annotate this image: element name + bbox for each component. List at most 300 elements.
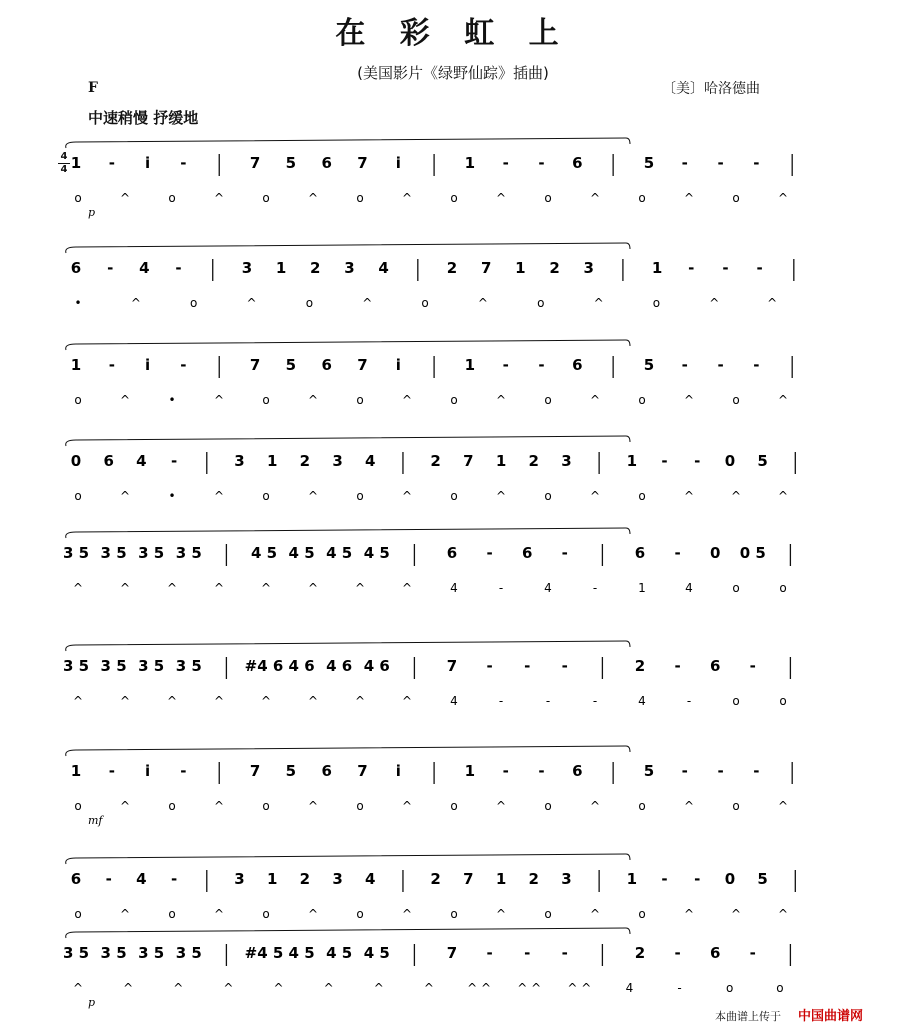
- melody-note: 5: [757, 452, 768, 470]
- phrase-slur: [66, 528, 630, 538]
- melody-note: 5: [643, 762, 655, 780]
- melody-note: 3 5: [175, 544, 202, 562]
- accomp-mark: ^: [119, 694, 131, 708]
- accomp-mark: o: [74, 393, 82, 407]
- melody-note: i: [145, 356, 151, 374]
- melody-note: 1: [464, 762, 476, 780]
- upload-note: 本曲谱上传于: [715, 1010, 781, 1023]
- accomp-mark: ^: [213, 694, 225, 708]
- accomp-mark: o: [732, 191, 740, 205]
- accomp-mark: o: [638, 191, 646, 205]
- melody-note: -: [108, 154, 115, 172]
- accomp-mark: 4: [544, 581, 552, 595]
- phrase-slur: [66, 138, 630, 148]
- accomp-mark: ^: [589, 191, 601, 205]
- accomp-mark: o: [450, 799, 458, 813]
- melody-note: 3: [561, 452, 572, 470]
- accomp-mark: o: [732, 799, 740, 813]
- melody-note: 2: [634, 657, 646, 675]
- accomp-mark: o: [74, 799, 82, 813]
- accomp-mark: o: [356, 191, 364, 205]
- accomp-mark: o: [356, 799, 364, 813]
- accomp-mark: ^: [307, 799, 319, 813]
- melody-note: 4 5: [363, 944, 390, 962]
- melody-note: i: [145, 154, 151, 172]
- melody-note: -: [175, 259, 182, 277]
- melody-note: 4 5: [363, 544, 390, 562]
- melody-note: -: [749, 657, 756, 675]
- accomp-mark: ^: [589, 907, 601, 921]
- melody-note: 4: [136, 870, 147, 888]
- melody-note: -: [681, 154, 688, 172]
- accomp-mark: o: [544, 489, 552, 503]
- accomp-mark: ^: [323, 981, 334, 995]
- accomp-mark: ^: [777, 799, 789, 813]
- melody-note: #4 6: [244, 657, 284, 675]
- accomp-mark: 4: [450, 581, 458, 595]
- melody-note: 4 6: [363, 657, 390, 675]
- melody-note: 7: [249, 356, 261, 374]
- melody-note: 7: [463, 452, 474, 470]
- time-signature-top: 4: [60, 151, 68, 162]
- accomp-mark: ^ ^: [517, 981, 542, 995]
- accomp-mark: o: [544, 799, 552, 813]
- melody-note: i: [395, 356, 401, 374]
- melody-note: 1: [70, 762, 82, 780]
- melody-note: 1: [70, 356, 82, 374]
- melody-note: -: [694, 870, 701, 888]
- accomp-mark: o: [262, 489, 270, 503]
- accomp-mark: ^: [401, 694, 413, 708]
- accomp-mark: ^: [354, 581, 366, 595]
- accomp-mark: o: [732, 393, 740, 407]
- time-signature-bottom: 4: [60, 164, 68, 175]
- accomp-mark: 4: [638, 694, 646, 708]
- accomp-mark: -: [686, 694, 692, 708]
- accomp-mark: ^: [589, 393, 601, 407]
- melody-note: 1: [495, 870, 507, 888]
- melody-note: 5: [285, 154, 297, 172]
- melody-note: -: [486, 544, 493, 562]
- accomp-mark: ^: [683, 799, 695, 813]
- accomp-mark: ^: [354, 694, 366, 708]
- melody-note: -: [756, 259, 763, 277]
- accomp-mark: ^: [119, 393, 131, 407]
- melody-note: 3 5: [62, 544, 90, 562]
- accomp-mark: ^: [401, 581, 413, 595]
- accomp-mark: ^: [401, 907, 413, 921]
- melody-note: 3: [332, 870, 343, 888]
- melody-note: 2: [299, 870, 311, 888]
- melody-note: -: [502, 356, 509, 374]
- accomp-mark: 4: [685, 581, 693, 595]
- melody-note: i: [395, 154, 401, 172]
- melody-note: 4 5: [250, 544, 278, 562]
- phrase-slur: [66, 243, 630, 253]
- accomp-mark: o: [262, 393, 270, 407]
- melody-note: 3 5: [62, 657, 90, 675]
- accomp-mark: ^: [72, 981, 84, 995]
- accomp-mark: o: [638, 799, 646, 813]
- melody-note: 2: [430, 870, 441, 888]
- melody-note: 1: [626, 452, 638, 470]
- accomp-mark: ^: [777, 393, 789, 407]
- accomp-mark: 4: [625, 981, 634, 995]
- accomp-mark: ^: [213, 581, 225, 595]
- accomp-mark: o: [779, 581, 787, 595]
- melody-note: 0: [724, 870, 736, 888]
- accomp-mark: o: [638, 907, 646, 921]
- phrase-slur: [66, 746, 630, 756]
- accomp-mark: ^: [730, 907, 742, 921]
- accomp-mark: ^ ^: [467, 981, 492, 995]
- accomp-mark: o: [305, 296, 314, 310]
- key-signature: F: [88, 80, 98, 96]
- melody-note: 6: [709, 657, 721, 675]
- accomp-mark: o: [262, 907, 270, 921]
- accomp-mark: o: [638, 393, 646, 407]
- melody-note: -: [180, 762, 187, 780]
- accomp-mark: ^: [777, 907, 789, 921]
- accomp-mark: ^: [213, 191, 225, 205]
- accomp-mark: o: [450, 907, 458, 921]
- melody-note: -: [524, 944, 531, 962]
- tempo-marking: 中速稍慢 抒缓地: [88, 109, 199, 127]
- melody-note: 5: [285, 356, 297, 374]
- accomp-mark: o: [356, 489, 364, 503]
- melody-note: -: [502, 762, 509, 780]
- melody-note: 3: [344, 259, 355, 277]
- accomp-mark: -: [498, 581, 504, 595]
- phrase-slur: [66, 854, 630, 864]
- song-subtitle: (美国影片《绿野仙踪》插曲): [357, 64, 549, 82]
- melody-note: 6: [709, 944, 721, 962]
- melody-note: 1: [464, 356, 476, 374]
- accomp-mark: ^: [593, 296, 604, 310]
- melody-note: 6: [70, 259, 82, 277]
- accomp-mark: •: [168, 489, 176, 503]
- melody-note: -: [170, 452, 178, 470]
- dynamic-mark: p: [88, 206, 96, 219]
- accomp-mark: ^: [401, 393, 413, 407]
- phrase-slur: [66, 340, 630, 350]
- accomp-mark: o: [779, 694, 787, 708]
- accomp-mark: ^: [173, 981, 184, 995]
- melody-note: 4: [365, 452, 376, 470]
- melody-note: 2: [549, 259, 560, 277]
- accomp-mark: ^: [119, 191, 131, 205]
- accomp-mark: ^: [477, 296, 488, 310]
- accomp-mark: ^: [273, 981, 284, 995]
- melody-note: 5: [285, 762, 297, 780]
- melody-note: 0: [724, 452, 736, 470]
- accomp-mark: ^: [307, 489, 319, 503]
- accomp-mark: ^: [362, 296, 373, 310]
- melody-note: 1: [651, 259, 663, 277]
- accomp-mark: ^: [495, 393, 507, 407]
- melody-note: 2: [528, 870, 539, 888]
- accomp-mark: ^: [119, 581, 131, 595]
- accomp-mark: o: [652, 296, 661, 310]
- melody-note: -: [105, 870, 112, 888]
- melody-note: 7: [446, 944, 458, 962]
- melody-note: -: [538, 356, 545, 374]
- melody-note: 7: [463, 870, 474, 888]
- phrase-slur: [66, 641, 630, 651]
- melody-note: 6: [70, 870, 82, 888]
- accomp-mark: ^: [307, 907, 319, 921]
- melody-note: 1: [464, 154, 476, 172]
- melody-note: -: [170, 870, 178, 888]
- melody-note: 4 5: [288, 544, 315, 562]
- melody-note: -: [753, 356, 760, 374]
- melody-note: 3: [234, 870, 245, 888]
- melody-note: 3 5: [100, 544, 127, 562]
- accomp-mark: ^: [589, 489, 601, 503]
- phrase-slur: [66, 436, 630, 446]
- accomp-mark: ^: [401, 799, 413, 813]
- melody-note: 0: [70, 452, 82, 470]
- melody-note: -: [749, 944, 756, 962]
- melody-note: 6: [572, 762, 583, 780]
- melody-note: 4 5: [326, 944, 353, 962]
- melody-note: -: [681, 356, 688, 374]
- accomp-mark: o: [450, 191, 458, 205]
- accomp-mark: -: [592, 694, 598, 708]
- melody-note: 4: [139, 259, 150, 277]
- accomp-mark: ^: [119, 907, 131, 921]
- melody-note: -: [561, 544, 568, 562]
- accomp-mark: ^: [307, 393, 319, 407]
- melody-note: -: [486, 657, 493, 675]
- melody-note: 7: [480, 259, 492, 277]
- accomp-mark: ^: [373, 981, 384, 995]
- melody-note: 6: [321, 154, 332, 172]
- song-title: 在 彩 虹 上: [335, 16, 571, 51]
- melody-note: -: [561, 657, 568, 675]
- melody-note: 3: [234, 452, 245, 470]
- accomp-mark: ^: [709, 296, 720, 310]
- accomp-mark: ^: [166, 694, 178, 708]
- accomp-mark: ^: [683, 393, 695, 407]
- melody-note: 7: [446, 657, 458, 675]
- melody-note: -: [753, 154, 760, 172]
- accomp-mark: o: [450, 393, 458, 407]
- accomp-mark: ^: [72, 581, 84, 595]
- melody-note: 3 5: [138, 944, 165, 962]
- accomp-mark: o: [638, 489, 646, 503]
- melody-note: 6: [572, 356, 583, 374]
- melody-note: 3 5: [138, 544, 165, 562]
- melody-note: -: [538, 154, 545, 172]
- melody-note: 4 5: [288, 944, 315, 962]
- accomp-mark: -: [592, 581, 598, 595]
- accomp-mark: ^: [730, 489, 742, 503]
- site-logo: 中国曲谱网: [798, 1009, 864, 1024]
- melody-note: 0: [709, 544, 721, 562]
- accomp-mark: ^: [683, 907, 695, 921]
- melody-note: 6: [446, 544, 458, 562]
- melody-note: -: [502, 154, 509, 172]
- melody-note: -: [717, 154, 724, 172]
- melody-note: -: [674, 944, 681, 962]
- melody-note: -: [681, 762, 688, 780]
- melody-note: -: [561, 944, 568, 962]
- melody-note: 3: [561, 870, 572, 888]
- melody-note: -: [180, 356, 187, 374]
- accomp-mark: ^: [589, 799, 601, 813]
- melody-note: -: [688, 259, 695, 277]
- melody-note: -: [674, 544, 681, 562]
- melody-note: 3 5: [62, 944, 90, 962]
- accomp-mark: ^: [246, 296, 257, 310]
- melody-note: -: [524, 657, 531, 675]
- melody-note: -: [661, 452, 668, 470]
- accomp-mark: o: [168, 799, 176, 813]
- melody-note: 1: [266, 870, 278, 888]
- melody-note: -: [107, 259, 114, 277]
- melody-note: -: [717, 762, 724, 780]
- melody-note: -: [674, 657, 681, 675]
- accomp-mark: ^: [213, 393, 225, 407]
- melody-note: 3: [241, 259, 253, 277]
- melody-note: 2: [310, 259, 321, 277]
- melody-note: 6: [521, 544, 533, 562]
- accomp-mark: ^: [495, 489, 507, 503]
- accomp-mark: o: [74, 489, 82, 503]
- melody-note: -: [753, 762, 760, 780]
- accomp-mark: o: [190, 296, 198, 310]
- accomp-mark: ^: [495, 907, 507, 921]
- melody-note: #4 5: [244, 944, 284, 962]
- accomp-mark: ^: [213, 907, 225, 921]
- melody-note: 1: [626, 870, 638, 888]
- accomp-mark: o: [544, 191, 552, 205]
- phrase-slur: [66, 928, 630, 938]
- accomp-mark: ^: [307, 581, 319, 595]
- melody-note: 2: [446, 259, 458, 277]
- accomp-mark: ^: [767, 296, 778, 310]
- accomp-mark: ^: [213, 799, 225, 813]
- melody-note: -: [108, 762, 115, 780]
- accomp-mark: o: [356, 393, 364, 407]
- accomp-mark: o: [537, 296, 545, 310]
- accomp-mark: o: [262, 191, 270, 205]
- composer-credit: 〔美〕哈洛德曲: [662, 81, 760, 97]
- accomp-mark: -: [545, 694, 551, 708]
- accomp-mark: ^: [223, 981, 234, 995]
- accomp-mark: ^: [72, 694, 84, 708]
- accomp-mark: o: [726, 981, 734, 995]
- accomp-mark: o: [262, 799, 270, 813]
- accomp-mark: ^: [166, 581, 178, 595]
- accomp-mark: ^: [307, 191, 319, 205]
- melody-note: 3: [332, 452, 343, 470]
- melody-note: 1: [266, 452, 278, 470]
- melody-note: -: [722, 259, 729, 277]
- accomp-mark: ^: [260, 581, 272, 595]
- accomp-mark: ^: [307, 694, 319, 708]
- accomp-mark: ^: [130, 296, 141, 310]
- melody-note: 6: [103, 452, 114, 470]
- accomp-mark: ^: [123, 981, 134, 995]
- melody-note: -: [486, 944, 493, 962]
- accomp-mark: ^: [683, 191, 695, 205]
- accomp-mark: 4: [450, 694, 458, 708]
- accomp-mark: ^: [213, 489, 225, 503]
- accomp-mark: ^: [401, 191, 413, 205]
- accomp-mark: ^: [495, 799, 507, 813]
- melody-note: 2: [528, 452, 539, 470]
- melody-note: -: [180, 154, 187, 172]
- melody-note: 0 5: [739, 544, 766, 562]
- accomp-mark: ^: [401, 489, 413, 503]
- melody-note: 5: [757, 870, 768, 888]
- dynamic-mark: p: [88, 996, 96, 1009]
- melody-note: 4: [378, 259, 389, 277]
- melody-note: -: [108, 356, 115, 374]
- melody-note: 4 6: [326, 657, 353, 675]
- melody-note: 5: [643, 154, 655, 172]
- melody-note: 5: [643, 356, 655, 374]
- accomp-mark: o: [356, 907, 364, 921]
- melody-note: 6: [321, 762, 332, 780]
- melody-note: 6: [572, 154, 583, 172]
- melody-note: 7: [357, 762, 368, 780]
- accomp-mark: o: [544, 393, 552, 407]
- dynamic-mark: mf: [88, 814, 103, 827]
- melody-note: 3 5: [100, 657, 127, 675]
- melody-note: -: [661, 870, 668, 888]
- accomp-mark: ^: [777, 191, 789, 205]
- melody-note: i: [395, 762, 401, 780]
- accomp-mark: o: [776, 981, 784, 995]
- accomp-mark: o: [421, 296, 429, 310]
- accomp-mark: ^: [119, 489, 131, 503]
- accomp-mark: ^: [260, 694, 272, 708]
- melody-note: 1: [495, 452, 507, 470]
- accomp-mark: ^ ^: [567, 981, 592, 995]
- melody-note: 3 5: [100, 944, 127, 962]
- melody-note: 1: [515, 259, 526, 277]
- accomp-mark: o: [450, 489, 458, 503]
- melody-note: 1: [275, 259, 287, 277]
- accomp-mark: o: [74, 191, 82, 205]
- melody-note: 2: [299, 452, 311, 470]
- accomp-mark: ^: [423, 981, 434, 995]
- melody-note: 3 5: [175, 944, 202, 962]
- accomp-mark: -: [498, 694, 504, 708]
- melody-note: 6: [634, 544, 646, 562]
- melody-note: -: [538, 762, 545, 780]
- accomp-mark: •: [74, 296, 82, 310]
- melody-note: 7: [357, 154, 368, 172]
- accomp-mark: ^: [777, 489, 789, 503]
- melody-note: 2: [430, 452, 441, 470]
- accomp-mark: ^: [495, 191, 507, 205]
- accomp-mark: ^: [683, 489, 695, 503]
- accomp-mark: o: [732, 694, 740, 708]
- melody-note: -: [694, 452, 701, 470]
- accomp-mark: o: [544, 907, 552, 921]
- accomp-mark: o: [74, 907, 82, 921]
- accomp-mark: •: [168, 393, 176, 407]
- melody-note: 3: [583, 259, 594, 277]
- accomp-mark: o: [168, 907, 176, 921]
- melody-note: i: [145, 762, 151, 780]
- accomp-mark: ^: [119, 799, 131, 813]
- melody-note: 7: [249, 154, 261, 172]
